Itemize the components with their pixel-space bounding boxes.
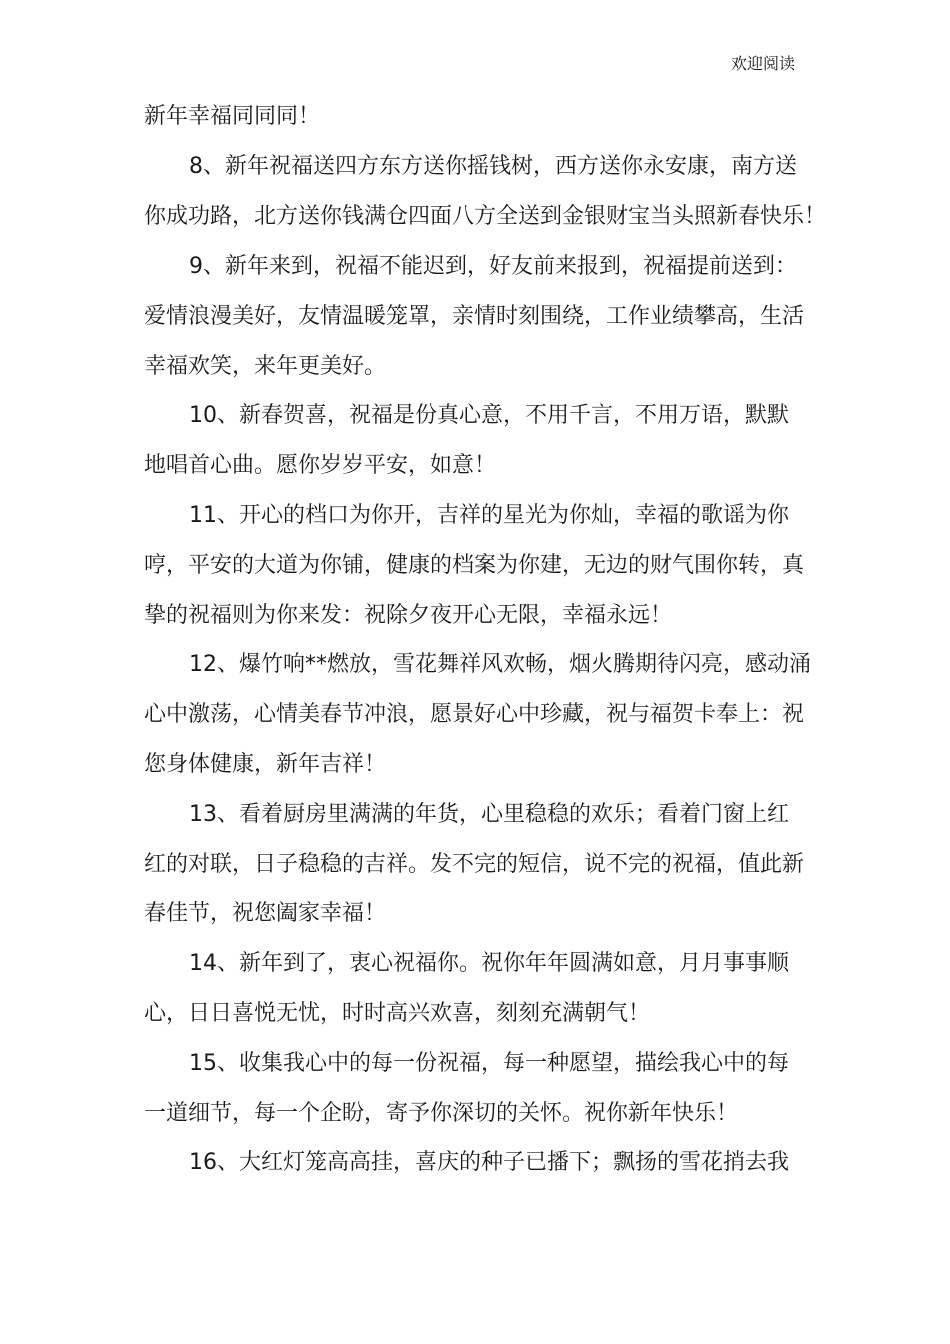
- text-line: 心中激荡，心情美春节冲浪，愿景好心中珍藏，祝与福贺卡奉上：祝: [144, 702, 805, 727]
- text-line: 你成功路，北方送你钱满仓四面八方全送到金银财宝当头照新春快乐！: [144, 204, 827, 229]
- text-line: 红的对联，日子稳稳的吉祥。发不完的短信，说不完的祝福，值此新: [144, 852, 805, 877]
- text-line: 14、新年到了，衷心祝福你。祝你年年圆满如意，月月事事顺: [189, 951, 789, 976]
- text-line: 一道细节，每一个企盼，寄予你深切的关怀。祝你新年快乐！: [144, 1101, 739, 1126]
- text-line: 您身体健康，新年吉祥！: [144, 752, 387, 777]
- text-line: 爱情浪漫美好，友情温暖笼罩，亲情时刻围绕，工作业绩攀高，生活: [144, 304, 805, 329]
- text-line: 地唱首心曲。愿你岁岁平安，如意！: [144, 453, 497, 478]
- text-line: 新年幸福同同同！: [144, 104, 321, 129]
- text-line: 16、大红灯笼高高挂，喜庆的种子已播下；飘扬的雪花捎去我: [189, 1150, 789, 1175]
- text-line: 15、收集我心中的每一份祝福，每一种愿望，描绘我心中的每: [189, 1051, 789, 1076]
- page-header-label: 欢迎阅读: [731, 54, 796, 73]
- text-line: 哼，平安的大道为你铺，健康的档案为你建，无边的财气围你转，真: [144, 553, 805, 578]
- text-line: 幸福欢笑，来年更美好。: [144, 354, 387, 379]
- text-line: 挚的祝福则为你来发：祝除夕夜开心无限，幸福永远！: [144, 603, 673, 628]
- text-line: 13、看着厨房里满满的年货，心里稳稳的欢乐；看着门窗上红: [189, 802, 789, 827]
- text-line: 11、开心的档口为你开，吉祥的星光为你灿，幸福的歌谣为你: [189, 503, 789, 528]
- text-line: 8、新年祝福送四方东方送你摇钱树，西方送你永安康，南方送: [189, 154, 797, 179]
- text-line: 春佳节，祝您阖家幸福！: [144, 901, 387, 926]
- text-line: 12、爆竹响**燃放，雪花舞祥风欢畅，烟火腾期待闪亮，感动涌: [189, 652, 811, 677]
- text-line: 10、新春贺喜，祝福是份真心意，不用千言，不用万语，默默: [189, 403, 789, 428]
- text-line: 心，日日喜悦无忧，时时高兴欢喜，刻刻充满朝气！: [144, 1001, 651, 1026]
- text-line: 9、新年来到，祝福不能迟到，好友前来报到，祝福提前送到：: [189, 254, 797, 279]
